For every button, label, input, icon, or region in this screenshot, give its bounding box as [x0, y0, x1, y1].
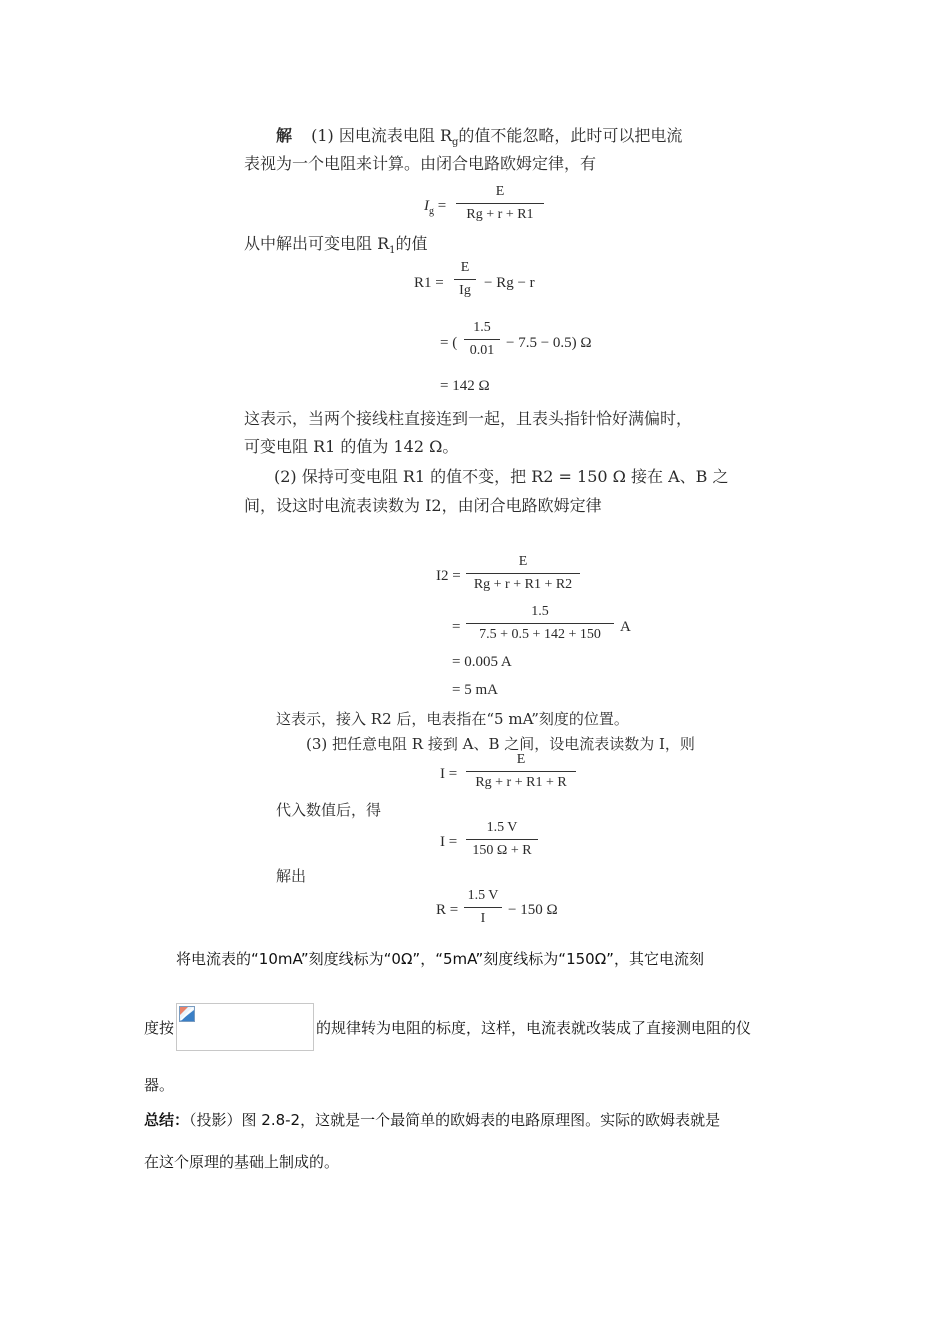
- subscript: 1: [389, 245, 396, 257]
- numerator: E: [495, 184, 505, 199]
- subscript: g: [429, 206, 434, 217]
- equation-result: = 142 Ω: [440, 378, 490, 394]
- equation-tail: − 150 Ω: [508, 902, 558, 918]
- denominator: I: [464, 907, 502, 927]
- equation-unit: A: [620, 619, 631, 635]
- broken-image-placeholder: [176, 1003, 314, 1051]
- equation-fraction: [466, 554, 580, 593]
- solution-text: 从中解出可变电阻 R: [244, 234, 390, 253]
- equation-fraction: [464, 320, 500, 359]
- denominator: Rg + r + R1 + R: [466, 771, 576, 791]
- solution-text: 的值: [395, 234, 428, 253]
- summary-line: [144, 1109, 720, 1130]
- equation-fraction: [466, 752, 576, 791]
- equation-result: = 0.005 A: [452, 654, 512, 670]
- equation-tail: − Rg − r: [484, 275, 535, 291]
- denominator: Rg + r + R1: [456, 203, 544, 223]
- numerator: 1.5 V: [467, 888, 499, 903]
- scanned-solution-image: [240, 100, 729, 940]
- broken-image-icon: [179, 1006, 195, 1022]
- equation-fraction: [466, 820, 538, 859]
- equation-tail: − 7.5 − 0.5) Ω: [506, 335, 592, 351]
- denominator: Rg + r + R1 + R2: [466, 573, 580, 593]
- solution-line-7: 间，设这时电流表读数为 I2，由闭合电路欧姆定律: [244, 496, 602, 515]
- equation-prefix: =: [452, 619, 461, 635]
- equation-result: = 5 mA: [452, 682, 498, 698]
- denominator: Ig: [454, 279, 476, 299]
- solution-line-3: [244, 234, 428, 261]
- denominator: 0.01: [464, 339, 500, 359]
- equation-lhs: R =: [436, 902, 459, 918]
- equation-lhs: I2 =: [436, 568, 461, 584]
- equation-prefix: = (: [440, 335, 458, 351]
- equation-fraction: [466, 604, 614, 643]
- equation-fraction: [464, 888, 502, 927]
- equation-fraction: [454, 260, 476, 299]
- solution-line-10: 代入数值后，得: [276, 801, 382, 819]
- solution-line-9: (3) 把任意电阻 R 接到 A、B 之间，设电流表读数为 I，则: [306, 735, 695, 753]
- solution-line-6: (2) 保持可变电阻 R1 的值不变，把 R2 = 150 Ω 接在 A、B 之: [274, 467, 729, 486]
- equation-lhs: I =: [440, 834, 458, 850]
- solution-text: 的值不能忽略，此时可以把电流: [458, 126, 683, 145]
- numerator: E: [460, 260, 470, 275]
- numerator: 1.5: [473, 320, 491, 335]
- solution-text: (1) 因电流表电阻 R: [311, 126, 452, 145]
- paragraph-line-2a: 度按: [144, 1019, 175, 1037]
- equation-lhs: R1 =: [414, 275, 444, 291]
- numerator: E: [516, 752, 526, 767]
- denominator: 150 Ω + R: [466, 839, 538, 859]
- subscript: g: [452, 137, 459, 149]
- equation-lhs: $I_g$ =: [424, 198, 447, 217]
- paragraph-line-1: 将电流表的“10mA”刻度线标为“0Ω”，“5mA”刻度线标为“150Ω”，其它电流刻: [176, 950, 704, 968]
- summary-text: （投影）图 2.8-2，这就是一个最简单的欧姆表的电路原理图。实际的欧姆表就是: [189, 1111, 721, 1129]
- solution-line-1: [276, 126, 682, 153]
- numerator: E: [518, 554, 528, 569]
- summary-label: 总结：: [144, 1111, 190, 1129]
- paragraph-line-2b: 的规律转为电阻的标度，这样，电流表就改装成了直接测电阻的仪: [316, 1019, 752, 1037]
- equation-lhs: I =: [440, 766, 458, 782]
- equation-fraction: [456, 184, 544, 223]
- solution-line-2: 表视为一个电阻来计算。由闭合电路欧姆定律，有: [244, 154, 597, 173]
- numerator: 1.5: [531, 604, 549, 619]
- solution-line-4: 这表示，当两个接线柱直接连到一起，且表头指针恰好满偏时，: [244, 409, 693, 428]
- solution-line-8: 这表示，接入 R2 后，电表指在“5 mA”刻度的位置。: [276, 710, 629, 728]
- denominator: 7.5 + 0.5 + 142 + 150: [466, 623, 614, 643]
- solution-heading: 解: [276, 126, 293, 145]
- paragraph-line-5: 在这个原理的基础上制成的。: [144, 1153, 340, 1171]
- solution-line-11: 解出: [276, 867, 307, 885]
- paragraph-line-3: 器。: [144, 1076, 175, 1094]
- eq-symbol: I: [424, 198, 429, 214]
- numerator: 1.5 V: [486, 820, 518, 835]
- solution-line-5: 可变电阻 R1 的值为 142 Ω。: [244, 437, 459, 456]
